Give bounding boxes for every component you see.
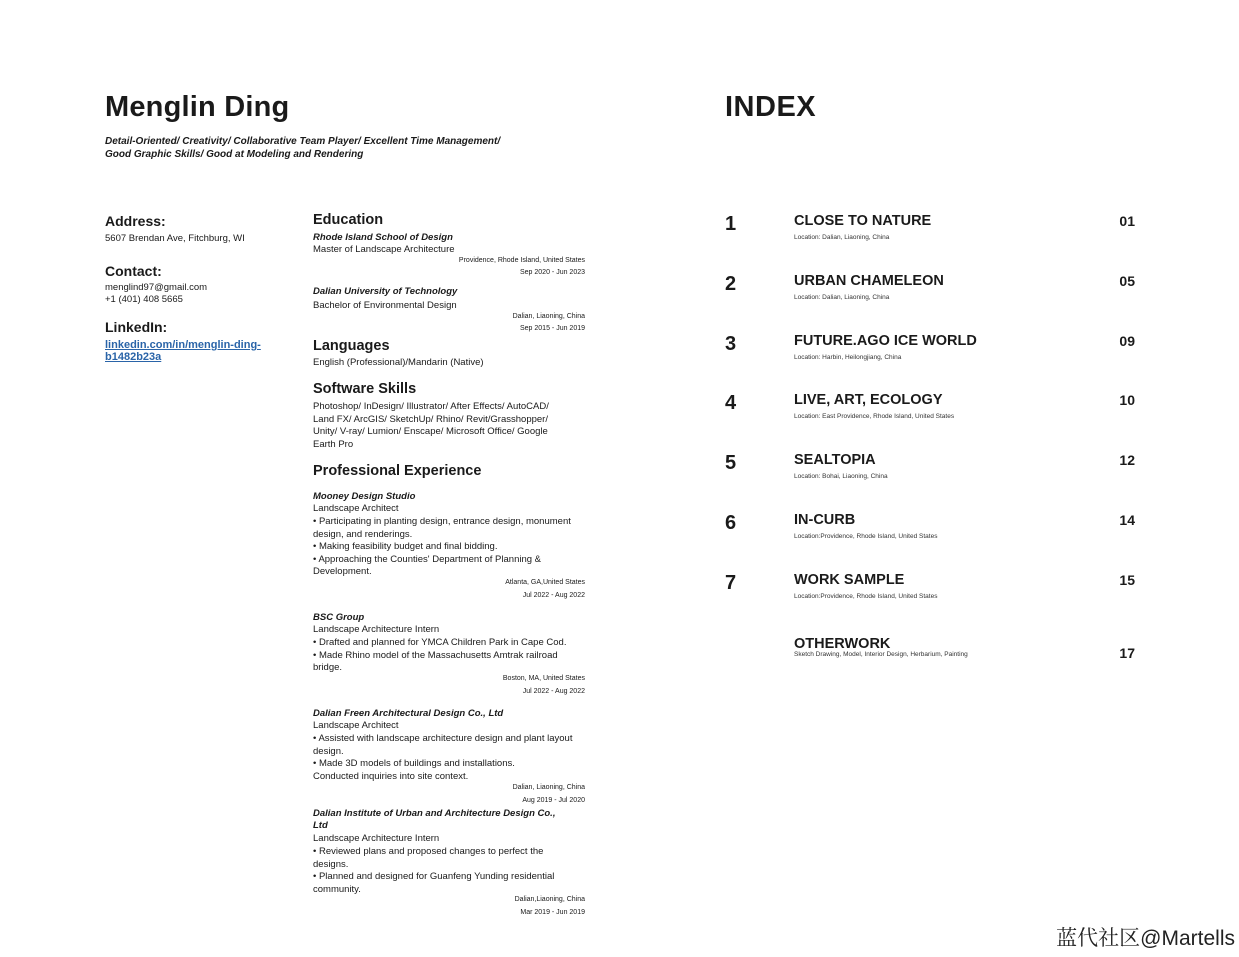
index-entry[interactable] <box>725 273 1135 313</box>
job-detail-line: bridge. <box>313 662 343 673</box>
software-line: Land FX/ ArcGIS/ SketchUp/ Rhino/ Revit/Grasshopper/ <box>313 413 548 425</box>
index-entry-location: Location: Bohai, Liaoning, China <box>794 473 888 480</box>
experience-heading: Professional Experience <box>313 463 482 479</box>
index-entry[interactable] <box>725 512 1135 552</box>
resume-tagline <box>105 135 575 161</box>
job-detail-line: Development. <box>313 566 372 577</box>
job-detail-line: • Approaching the Counties' Department of Planning & <box>313 553 542 565</box>
linkedin-heading: LinkedIn: <box>105 319 168 335</box>
software-line: Photoshop/ InDesign/ Illustrator/ After Effects/ AutoCAD/ <box>313 401 549 412</box>
job-company: Mooney Design Studio <box>313 491 416 502</box>
job-company: BSC Group <box>313 612 365 623</box>
education-dates: Sep 2015 - Jun 2019 <box>520 325 585 332</box>
job-detail-line: • Reviewed plans and proposed changes to perfect the <box>313 846 544 857</box>
index-entry-title: CLOSE TO NATURE <box>794 213 932 229</box>
job-role: Landscape Architecture Intern <box>313 833 440 844</box>
index-entry[interactable] <box>725 572 1135 612</box>
tagline-line: Good Graphic Skills/ Good at Modeling and Rendering <box>105 149 364 160</box>
index-entry-number: 1 <box>725 213 737 235</box>
education-location: Providence, Rhode Island, United States <box>458 257 585 264</box>
job-detail-line: • Made 3D models of buildings and installations. <box>313 758 515 769</box>
job-detail-line: • Planned and designed for Guanfeng Yunding residential <box>313 871 555 882</box>
index-entry-page: 12 <box>1119 452 1135 468</box>
index-entry-number: 3 <box>725 333 737 355</box>
job-detail-line: design, and renderings. <box>313 528 413 540</box>
job-role: Landscape Architect <box>313 720 399 731</box>
education-school: Dalian University of Technology <box>313 286 458 297</box>
index-entry[interactable] <box>725 392 1135 432</box>
job-detail-line: • Drafted and planned for YMCA Children Park in Cape Cod. <box>313 637 567 648</box>
job-detail-line: designs. <box>313 858 349 870</box>
watermark: 蓝代社区@Martells <box>1056 927 1235 950</box>
index-entry-page: 10 <box>1119 392 1135 408</box>
index-entry-number: 2 <box>725 273 737 295</box>
job-details <box>313 733 585 783</box>
index-entry[interactable] <box>725 213 1135 253</box>
linkedin-link-line[interactable]: linkedin.com/in/menglin-ding- <box>105 339 261 351</box>
job-dates: Mar 2019 - Jun 2019 <box>520 909 585 916</box>
index-entry-title: URBAN CHAMELEON <box>794 273 944 289</box>
job-detail-line: • Making feasibility budget and final bidding. <box>313 541 498 552</box>
index-entry-page: 14 <box>1119 512 1135 528</box>
index-entry-location: Location: Dalian, Liaoning, China <box>794 294 890 301</box>
index-entry-location: Location:Providence, Rhode Island, United States <box>794 593 938 600</box>
job-role: Landscape Architect <box>313 503 399 514</box>
job-dates: Aug 2019 - Jul 2020 <box>522 797 585 804</box>
index-other-subtitle: Sketch Drawing, Model, Interior Design, Herbarium, Painting <box>794 651 968 658</box>
job-detail-line: • Assisted with landscape architecture design and plant layout <box>313 733 573 744</box>
job-company <box>313 808 585 832</box>
job-details <box>313 637 585 675</box>
index-entry-other[interactable] <box>725 636 1135 676</box>
job-detail-line: Conducted inquiries into site context. <box>313 770 469 782</box>
index-title: INDEX <box>725 91 817 123</box>
contact-heading: Contact: <box>105 263 162 279</box>
job-location: Dalian, Liaoning, China <box>512 784 585 791</box>
index-entry-page: 09 <box>1119 333 1135 349</box>
job-dates: Jul 2022 - Aug 2022 <box>522 688 585 695</box>
index-entry[interactable] <box>725 452 1135 492</box>
job-detail-line: • Participating in planting design, entrance design, monument <box>313 516 571 527</box>
index-entry-number: 7 <box>725 572 737 594</box>
contact-email[interactable]: menglind97@gmail.com <box>105 282 208 293</box>
index-entry-location: Location: East Providence, Rhode Island, United States <box>794 413 955 420</box>
resume-name: Menglin Ding <box>105 91 290 123</box>
index-entry-title: FUTURE.AGO ICE WORLD <box>794 333 977 349</box>
job-details <box>313 846 585 896</box>
index-entry-location: Location: Harbin, Heilongjiang, China <box>794 354 902 361</box>
index-other-page: 17 <box>1119 645 1135 661</box>
education-heading: Education <box>313 212 384 228</box>
education-degree: Master of Landscape Architecture <box>313 244 455 255</box>
index-entry-number: 5 <box>725 452 737 474</box>
index-entry-page: 15 <box>1119 572 1135 588</box>
index-entry-page: 05 <box>1119 273 1135 289</box>
linkedin-link[interactable] <box>105 339 261 363</box>
software-list <box>313 401 585 451</box>
address-heading: Address: <box>105 213 166 229</box>
index-entry-title: LIVE, ART, ECOLOGY <box>794 392 943 408</box>
job-location: Atlanta, GA,United States <box>505 579 585 586</box>
software-line: Earth Pro <box>313 438 354 450</box>
linkedin-link-line[interactable]: b1482b23a <box>105 351 162 363</box>
education-degree: Bachelor of Environmental Design <box>313 300 457 311</box>
index-entry-title: WORK SAMPLE <box>794 572 905 588</box>
languages-heading: Languages <box>313 338 390 354</box>
software-line: Unity/ V-ray/ Lumion/ Enscape/ Microsoft Office/ Google <box>313 426 548 437</box>
job-detail-line: • Made Rhino model of the Massachusetts Amtrak railroad <box>313 649 558 661</box>
job-company: Dalian Freen Architectural Design Co., Ltd <box>313 708 504 719</box>
job-dates: Jul 2022 - Aug 2022 <box>522 592 585 599</box>
address-value: 5607 Brendan Ave, Fitchburg, WI <box>105 233 245 244</box>
index-entry-location: Location: Dalian, Liaoning, China <box>794 234 890 241</box>
education-location: Dalian, Liaoning, China <box>512 313 585 320</box>
software-heading: Software Skills <box>313 381 417 397</box>
languages-value: English (Professional)/Mandarin (Native) <box>313 357 484 368</box>
index-entry-number: 4 <box>725 392 737 414</box>
tagline-line: Detail-Oriented/ Creativity/ Collaborative Team Player/ Excellent Time Management/ <box>105 136 501 147</box>
job-company-line: Dalian Institute of Urban and Architecture Design Co., <box>313 808 556 819</box>
index-entry-page: 01 <box>1119 213 1135 229</box>
job-detail-line: design. <box>313 745 344 757</box>
job-details <box>313 516 585 579</box>
education-school: Rhode Island School of Design <box>313 232 453 243</box>
index-entry-title: IN-CURB <box>794 512 856 528</box>
index-entry-location: Location:Providence, Rhode Island, United States <box>794 533 938 540</box>
education-dates: Sep 2020 - Jun 2023 <box>520 269 585 276</box>
index-entry[interactable] <box>725 333 1135 373</box>
job-company-line: Ltd <box>313 820 328 831</box>
job-detail-line: community. <box>313 883 361 895</box>
job-location: Dalian,Liaoning, China <box>514 896 585 903</box>
job-role: Landscape Architecture Intern <box>313 624 440 635</box>
index-entry-number: 6 <box>725 512 737 534</box>
index-other-title: OTHERWORK <box>794 636 891 652</box>
contact-phone: +1 (401) 408 5665 <box>105 294 183 305</box>
job-location: Boston, MA, United States <box>502 675 585 682</box>
index-entry-title: SEALTOPIA <box>794 452 876 468</box>
